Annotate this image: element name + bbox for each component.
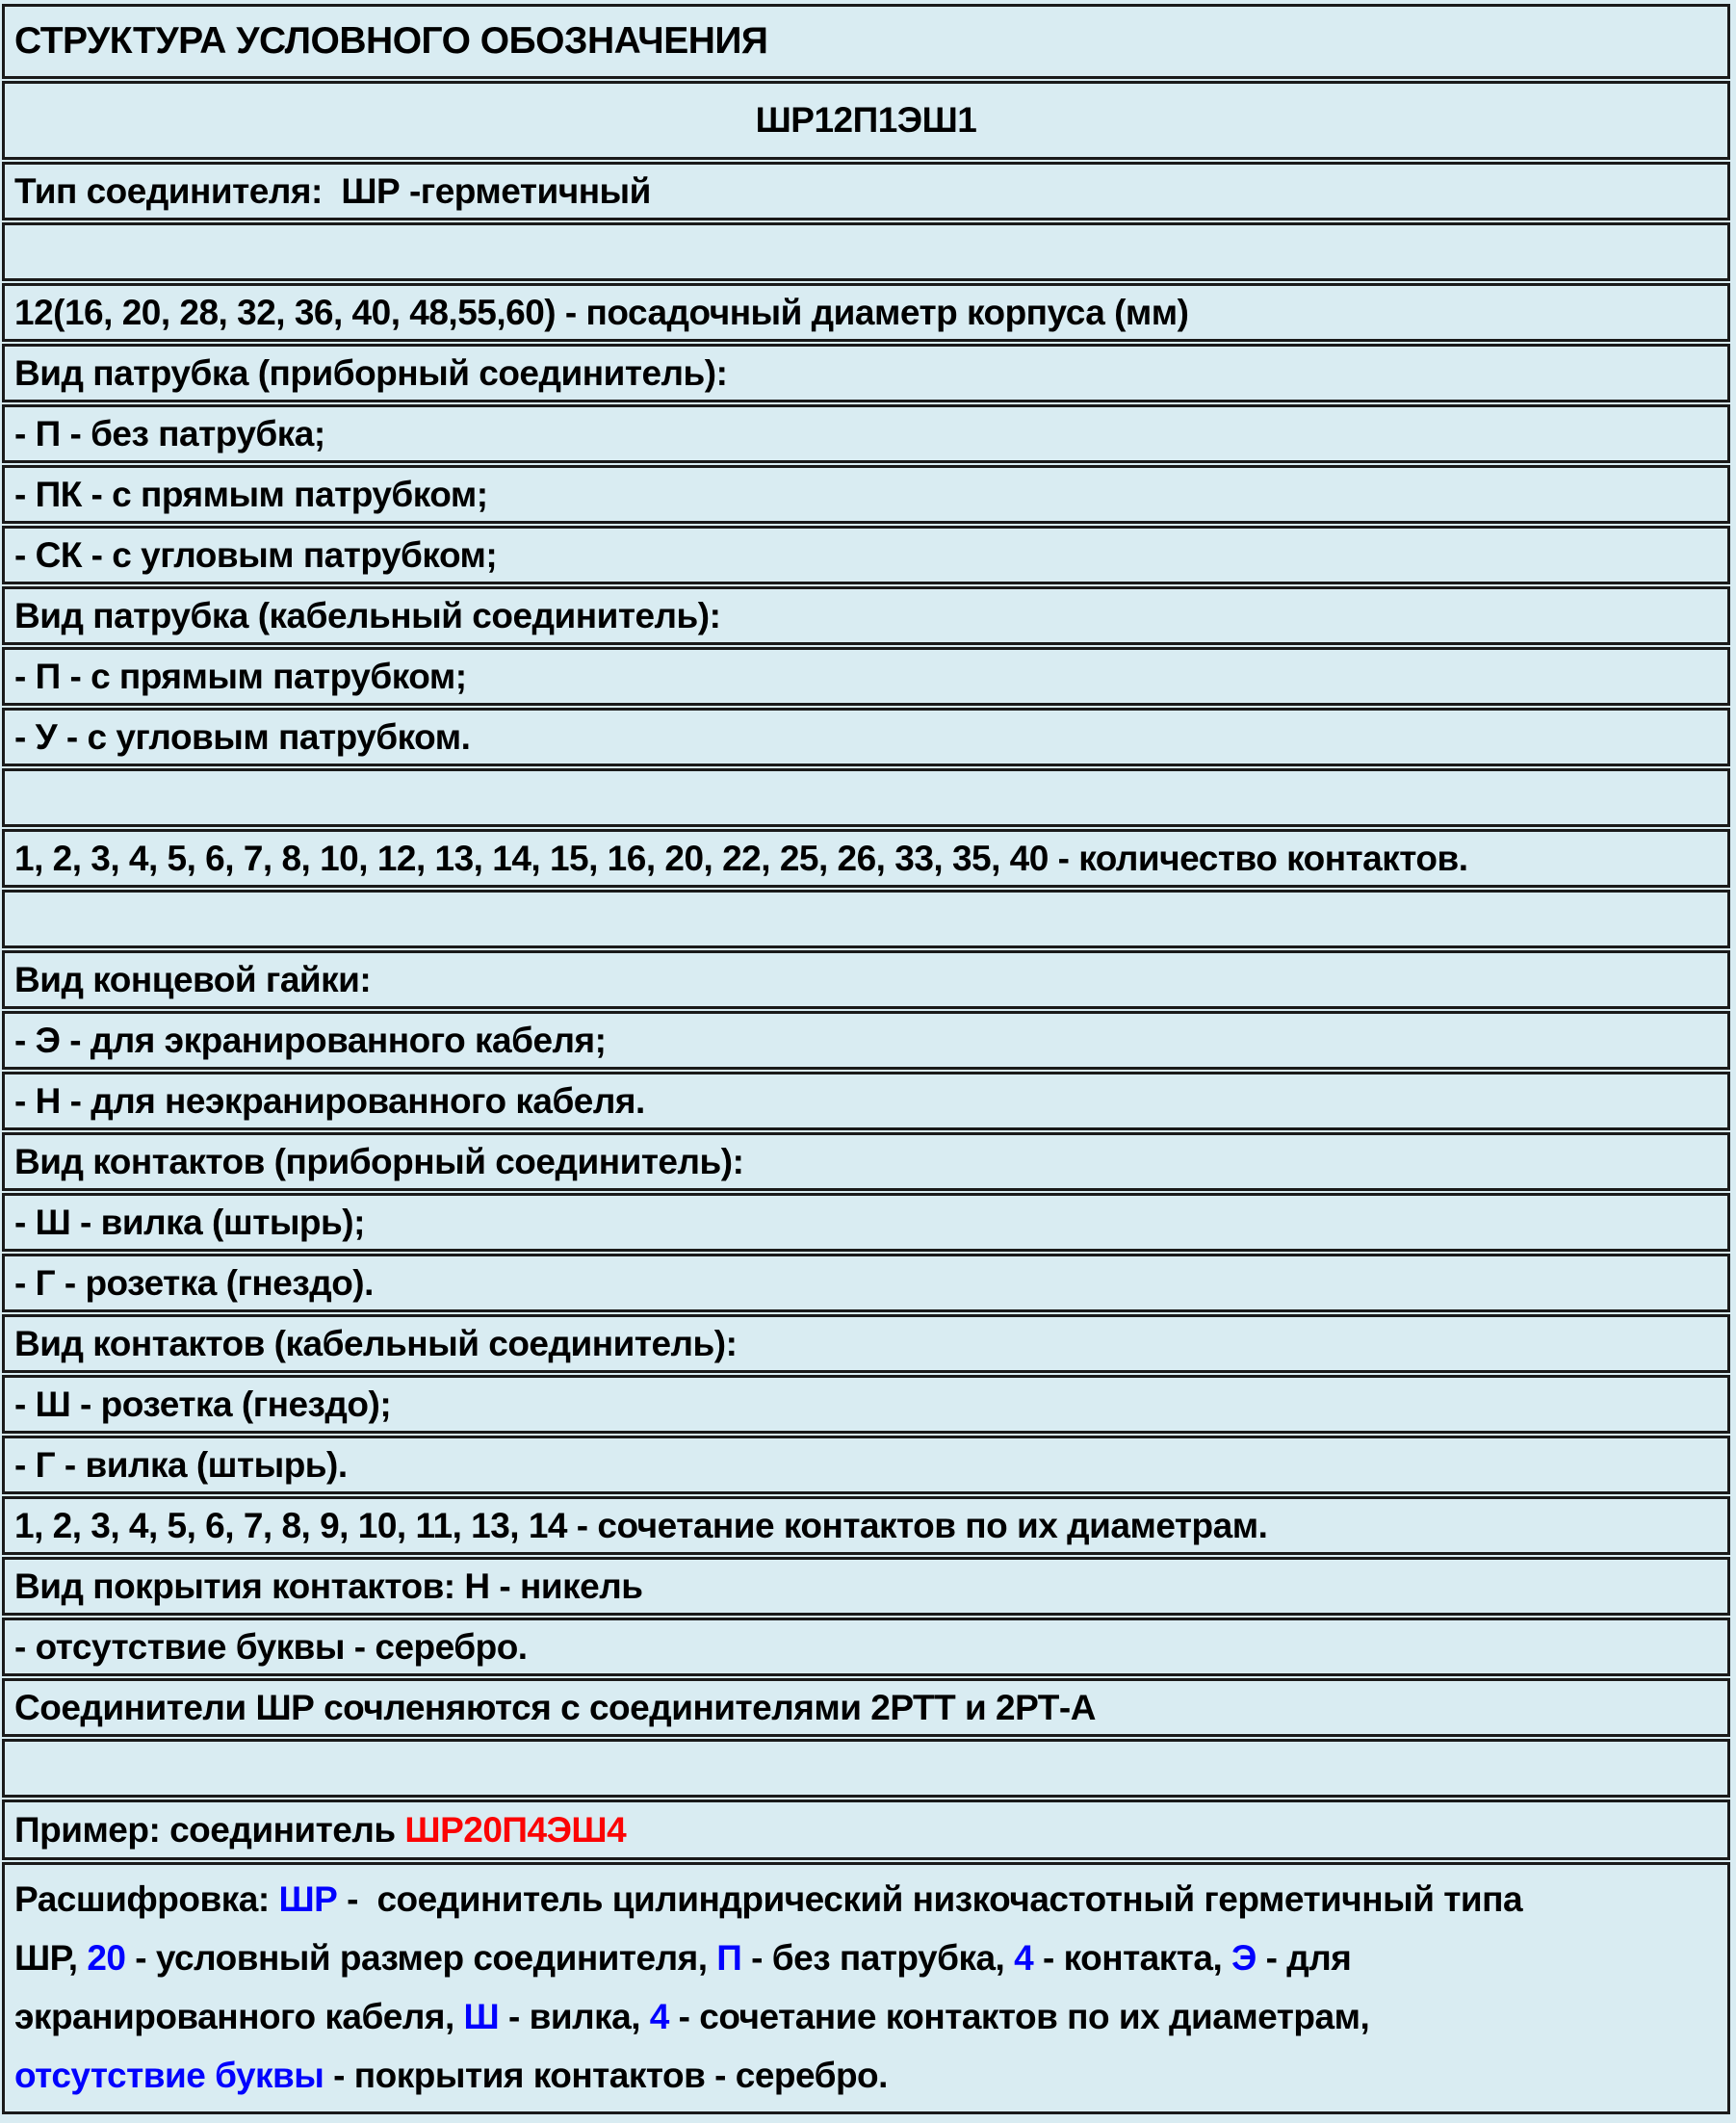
table-row [2,1496,1730,1555]
text-segment-blue: 4 [649,1997,669,2036]
text-segment-blue: Э [1231,1938,1257,1978]
table-row-empty [2,222,1730,281]
table-row [2,1678,1730,1737]
table-row [2,1314,1730,1373]
table-row-text: - Г - розетка (гнездо). [14,1262,374,1303]
table-row [2,404,1730,463]
designation-code: ШР12П1ЭШ1 [755,100,977,140]
table-row-text: - П - без патрубка; [14,413,325,453]
table-row [2,829,1730,888]
table-row [2,465,1730,524]
table-row-empty [2,768,1730,827]
table-row [2,1557,1730,1616]
text-segment-blue: 20 [87,1938,126,1978]
text-segment-red: ШР20П4ЭШ4 [404,1809,627,1850]
table-row [2,344,1730,402]
table-title-row [2,4,1730,79]
table-row [2,1254,1730,1312]
text-segment-black: - для [1256,1938,1352,1978]
text-segment-blue: П [716,1938,742,1978]
table-row-text: Вид контактов (кабельный соединитель): [14,1323,738,1363]
table-row [2,1072,1730,1130]
table-row-text: - Н - для неэкранированного кабеля. [14,1080,645,1121]
table-row-text: - СК - с угловым патрубком; [14,534,498,575]
table-row [2,1375,1730,1434]
text-segment-blue: 4 [1014,1938,1034,1978]
table-row-text: Вид контактов (приборный соединитель): [14,1141,744,1181]
text-segment-black: экранированного кабеля, [14,1997,464,2036]
text-segment-black: Пример: соединитель [14,1809,405,1850]
decoding-row [2,1862,1730,2114]
designation-structure-table [2,4,1730,2114]
table-row [2,162,1730,220]
designation-row [2,81,1730,160]
text-segment-black: ШР, [14,1938,88,1978]
example-row [2,1799,1730,1860]
table-row [2,586,1730,645]
table-row-text: 12(16, 20, 28, 32, 36, 40, 48,55,60) - посадочный диаметр корпуса (мм) [14,292,1189,332]
table-row-text: 1, 2, 3, 4, 5, 6, 7, 8, 9, 10, 11, 13, 14 - сочетание контактов по их диаметрам. [14,1505,1268,1545]
table-row-text: Вид покрытия контактов: Н - никель [14,1566,643,1606]
text-segment-blue: ШР [278,1879,338,1919]
text-segment-black: - без патрубка, [741,1938,1015,1978]
table-row-text: - ПК - с прямым патрубком; [14,474,488,514]
table-row-text: - Э - для экранированного кабеля; [14,1020,607,1060]
table-row-text: - отсутствие буквы - серебро. [14,1626,528,1667]
table-row [2,283,1730,342]
table-row-text: Вид концевой гайки: [14,959,372,999]
text-segment-blue: отсутствие буквы [14,2056,324,2095]
text-segment-black: - сочетание контактов по их диаметрам, [668,1997,1370,2036]
text-segment-blue: Ш [463,1997,500,2036]
table-row [2,1436,1730,1494]
table-rows-container [2,162,1730,1798]
table-row-text: Тип соединителя: ШР -герметичный [14,170,651,211]
table-row-text: - Ш - вилка (штырь); [14,1202,365,1242]
table-row-text: Вид патрубка (кабельный соединитель): [14,595,721,635]
table-row [2,950,1730,1009]
table-row [2,1132,1730,1191]
table-row-text: - Ш - розетка (гнездо); [14,1384,392,1424]
text-segment-black: - вилка, [499,1997,650,2036]
table-row [2,1011,1730,1070]
table-row-text: Вид патрубка (приборный соединитель): [14,352,728,393]
table-row-text: - У - с угловым патрубком. [14,716,471,757]
table-row-text: - Г - вилка (штырь). [14,1444,348,1485]
table-row [2,708,1730,766]
table-row [2,647,1730,706]
table-row [2,1618,1730,1676]
text-segment-black: Расшифровка: [14,1879,279,1919]
table-row-text: 1, 2, 3, 4, 5, 6, 7, 8, 10, 12, 13, 14, 15, 16, 20, 22, 25, 26, 33, 35, 40 - количество контактов. [14,838,1468,878]
page-title: СТРУКТУРА УСЛОВНОГО ОБОЗНАЧЕНИЯ [14,20,768,62]
text-segment-black: - соединитель цилиндрический низкочастотный герметичный типа [337,1879,1523,1919]
table-row-empty [2,890,1730,948]
table-row-text: Соединители ШР сочленяются с соединителями 2РТТ и 2РТ-А [14,1687,1096,1727]
table-row-empty [2,1739,1730,1798]
text-segment-black: - контакта, [1033,1938,1232,1978]
table-row [2,1193,1730,1252]
table-row-text: - П - с прямым патрубком; [14,656,467,696]
text-segment-black: - условный размер соединителя, [125,1938,717,1978]
table-row [2,526,1730,584]
text-segment-black: - покрытия контактов - серебро. [324,2056,888,2095]
